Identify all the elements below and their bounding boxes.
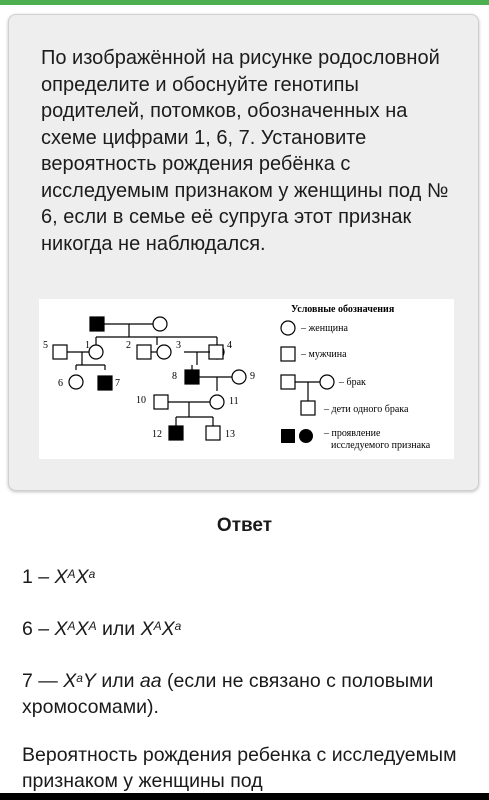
legend-children-label: – дети одного брака — [324, 404, 409, 415]
answer-7-tail: (если не связано с половыми хромосомами). — [22, 670, 434, 718]
legend-marriage-label: – брак — [339, 377, 366, 388]
pedigree-female-1 — [89, 345, 103, 359]
answer-line-6: $6 - X^AX^A$ или $X^AX^a$ — [22, 618, 182, 640]
answer-1-prefix: 1 – — [22, 566, 50, 588]
pedigree-figure — [39, 299, 454, 459]
pedigree-male-7 — [98, 376, 112, 390]
legend-marriage-male-icon — [281, 375, 295, 389]
pedigree-label-1: 1 — [85, 340, 90, 351]
answer-7-or: или — [101, 670, 135, 692]
answer-7-prefix: 7 — — [22, 670, 58, 692]
answer-line-1: $1 - X^AX^a$ — [22, 566, 96, 588]
bottom-bar — [0, 793, 489, 800]
legend-trait-female-icon — [299, 429, 313, 443]
legend-trait-male-icon — [281, 429, 295, 443]
pedigree-label-7: 7 — [115, 378, 120, 389]
pedigree-male-13 — [206, 426, 220, 440]
pedigree-label-11: 11 — [229, 396, 239, 407]
pedigree-female-9 — [232, 370, 246, 384]
pedigree-male-2 — [137, 345, 151, 359]
pedigree-male-8 — [185, 370, 199, 384]
answer-7-aa: aa — [139, 670, 162, 692]
legend-children-icon — [301, 401, 315, 415]
pedigree-label-5: 5 — [43, 340, 48, 351]
pedigree-male-4 — [209, 345, 223, 359]
pedigree-label-10: 10 — [136, 395, 146, 406]
pedigree-female-11 — [210, 395, 224, 409]
pedigree-male-10 — [154, 395, 168, 409]
answer-6-prefix: 6 – — [22, 618, 50, 640]
pedigree-label-4: 4 — [227, 340, 232, 351]
legend-female-label: – женщина — [301, 323, 348, 334]
pedigree-label-2: 2 — [126, 340, 131, 351]
legend-male-label: – мужчина — [301, 349, 347, 360]
pedigree-male-affected — [90, 317, 104, 331]
pedigree-male-12 — [169, 426, 183, 440]
probability-text: Вероятность рождения ребенка с исследуемым признаком у женщины под — [22, 744, 457, 792]
answer-line-7: 7 — $X^aY$ или aa (если не связано с половыми хромосомами). — [22, 670, 434, 718]
pedigree-male-5 — [53, 345, 67, 359]
pedigree-female-6 — [69, 375, 83, 389]
pedigree-label-3: 3 — [176, 340, 181, 351]
legend-female-icon — [281, 321, 295, 335]
legend-trait-label-2: исследуемого признака — [331, 440, 431, 451]
answer-heading: Ответ — [216, 515, 273, 536]
legend-title: Условные обозначения — [291, 304, 395, 315]
pedigree-label-8: 8 — [172, 371, 177, 382]
legend-marriage-female-icon — [320, 375, 334, 389]
pedigree-label-9: 9 — [250, 371, 255, 382]
pedigree-female — [157, 345, 171, 359]
pedigree-label-6: 6 — [58, 378, 63, 389]
top-accent-bar — [0, 0, 489, 5]
answer-6-or: или — [102, 618, 136, 640]
pedigree-female — [153, 317, 167, 331]
question-card — [8, 14, 479, 491]
legend-male-icon — [281, 347, 295, 361]
pedigree-label-12: 12 — [152, 429, 162, 440]
question-text: По изображённой на рисунке родословной определите и обоснуйте генотипы родителей, потомков, обозначенных на схеме цифрами 1, 6, 7. Установите вероятность рождения ребёнка с исследуемым признаком у женщины под № 6, если в семье её супруга этот признак никогда не наблюдался. — [41, 47, 449, 255]
legend-trait-label-1: – проявление — [324, 428, 381, 439]
pedigree-label-13: 13 — [225, 429, 235, 440]
